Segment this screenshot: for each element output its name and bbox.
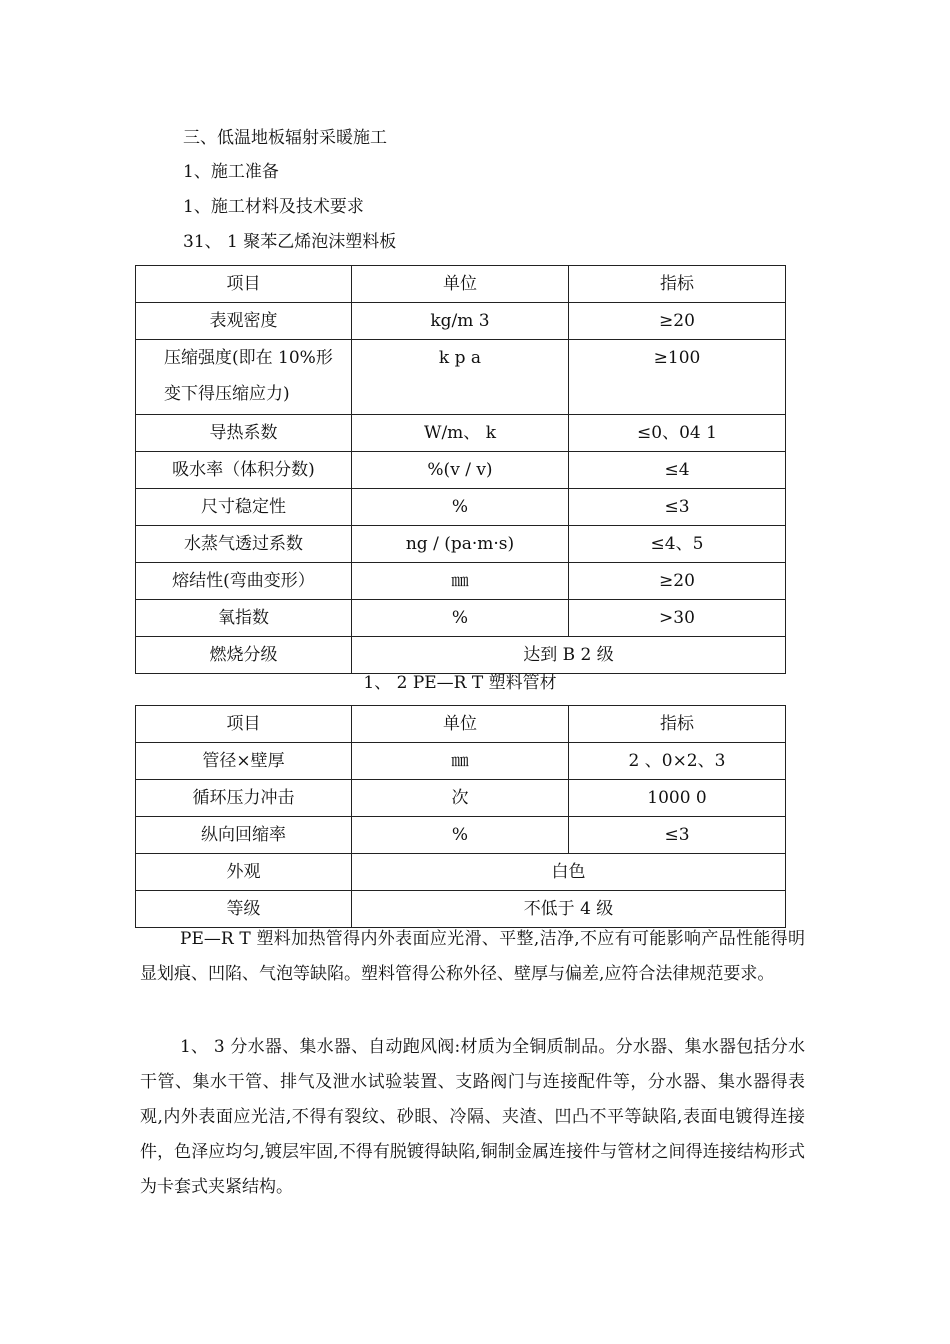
section-heading: 三、低温地板辐射采暖施工 — [183, 128, 387, 148]
header-value: 指标 — [569, 266, 786, 303]
unit-cell: ng / (pa·m·s) — [352, 526, 569, 563]
pert-requirements-paragraph: PE—R T 塑料加热管得内外表面应光滑、平整,洁净,不应有可能影响产品性能得明显划痕、凹陷、气泡等缺陷。塑料管得公称外径、壁厚与偏差,应符合法律规范要求。 — [140, 929, 805, 984]
table-row — [136, 340, 786, 415]
value-cell: >30 — [569, 600, 786, 637]
value-cell: ≤4、5 — [569, 526, 786, 563]
table-row — [136, 743, 786, 780]
item-cell: 导热系数 — [136, 415, 352, 452]
item-cell: 氧指数 — [136, 600, 352, 637]
value-cell: ≥20 — [569, 303, 786, 340]
item-cell: 管径×壁厚 — [136, 743, 352, 780]
table-row — [136, 600, 786, 637]
header-item: 项目 — [136, 266, 352, 303]
unit-cell: kg/m 3 — [352, 303, 569, 340]
unit-cell: k p a — [352, 340, 569, 415]
pert-spec-table — [135, 705, 786, 928]
item-cell: 压缩强度(即在 10%形变下得压缩应力) — [136, 340, 352, 415]
table-row — [136, 817, 786, 854]
eps-board-heading: 31、 1 聚苯乙烯泡沫塑料板 — [183, 232, 397, 252]
table-row — [136, 303, 786, 340]
table-header-row — [136, 706, 786, 743]
item-cell: 尺寸稳定性 — [136, 489, 352, 526]
table-row — [136, 854, 786, 891]
materials-heading: 1、施工材料及技术要求 — [183, 197, 364, 217]
unit-cell: W/m、 k — [352, 415, 569, 452]
item-cell: 纵向回缩率 — [136, 817, 352, 854]
table-row — [136, 780, 786, 817]
value-cell: ≥20 — [569, 563, 786, 600]
value-cell: ≥100 — [569, 340, 786, 415]
item-cell: 熔结性(弯曲变形） — [136, 563, 352, 600]
table-row — [136, 637, 786, 674]
prep-heading: 1、施工准备 — [183, 162, 279, 182]
merged-value-cell: 达到 B 2 级 — [352, 637, 786, 674]
item-cell: 燃烧分级 — [136, 637, 352, 674]
table-row — [136, 489, 786, 526]
item-cell: 循环压力冲击 — [136, 780, 352, 817]
value-cell: ≤4 — [569, 452, 786, 489]
table-row — [136, 452, 786, 489]
table-header-row — [136, 266, 786, 303]
header-item: 项目 — [136, 706, 352, 743]
table-row — [136, 415, 786, 452]
unit-cell: 次 — [352, 780, 569, 817]
table-row — [136, 563, 786, 600]
merged-value-cell: 不低于 4 级 — [352, 891, 786, 928]
value-cell: ≤0、04 1 — [569, 415, 786, 452]
header-unit: 单位 — [352, 706, 569, 743]
pert-table-caption: 1、 2 PE—R T 塑料管材 — [363, 673, 557, 693]
unit-cell: % — [352, 817, 569, 854]
eps-spec-table — [135, 265, 786, 674]
value-cell: ≤3 — [569, 817, 786, 854]
header-value: 指标 — [569, 706, 786, 743]
item-cell: 吸水率（体积分数) — [136, 452, 352, 489]
value-cell: ≤3 — [569, 489, 786, 526]
unit-cell: ㎜ — [352, 743, 569, 780]
item-cell: 表观密度 — [136, 303, 352, 340]
merged-value-cell: 白色 — [352, 854, 786, 891]
manifold-requirements-paragraph: 1、 3 分水器、集水器、自动跑风阀:材质为全铜质制品。分水器、集水器包括分水干管、集水干管、排气及泄水试验装置、支路阀门与连接配件等，分水器、集水器得表观,内外表面应光洁,不得有裂纹、砂眼、冷隔、夹渣、凹凸不平等缺陷,表面电镀得连接件，色泽应均匀,镀层牢固,不得有脱镀得缺陷,铜制金属连接件与管材之间得连接结构形式为卡套式夹紧结构。 — [140, 1037, 805, 1197]
unit-cell: %(v / v) — [352, 452, 569, 489]
unit-cell: % — [352, 489, 569, 526]
item-cell: 等级 — [136, 891, 352, 928]
value-cell: 1000 0 — [569, 780, 786, 817]
item-cell: 水蒸气透过系数 — [136, 526, 352, 563]
table-row — [136, 526, 786, 563]
unit-cell: % — [352, 600, 569, 637]
value-cell: 2 、0×2、3 — [569, 743, 786, 780]
unit-cell: ㎜ — [352, 563, 569, 600]
item-cell: 外观 — [136, 854, 352, 891]
header-unit: 单位 — [352, 266, 569, 303]
